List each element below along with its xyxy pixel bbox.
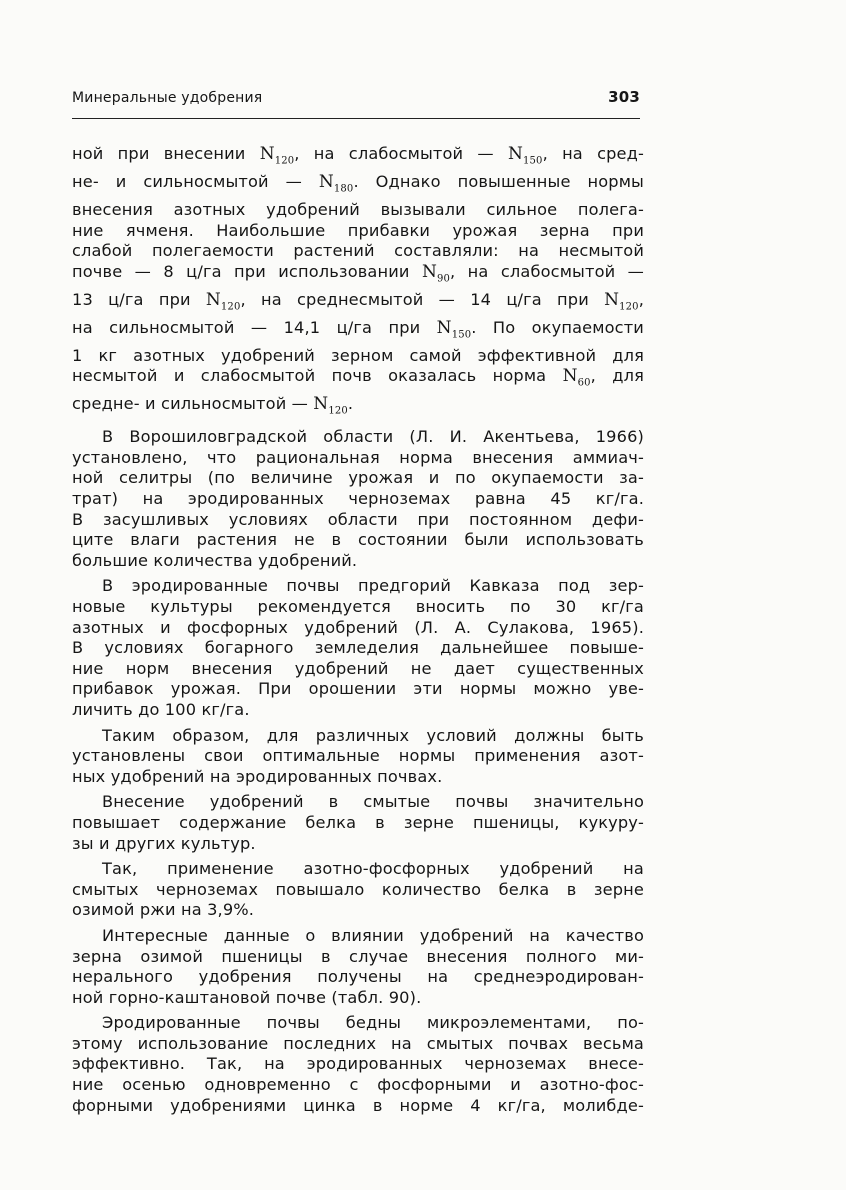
- paragraph: [72, 926, 644, 1008]
- text-line: ние норм внесения удобрений не дает существенных: [72, 658, 644, 678]
- text-line: на сильносмытой — 14,1 ц/га при $N_{150}$. По окупаемости: [72, 317, 644, 341]
- text-line: ние ячменя. Наибольшие прибавки урожая зерна при: [72, 220, 644, 240]
- text-line: не- и сильносмытой — $N_{180}$. Однако повышенные нормы: [72, 171, 644, 195]
- text-line: эффективно. Так, на эродированных черноземах внесе-: [72, 1054, 644, 1074]
- paragraph: [72, 859, 644, 921]
- text-line: ной при внесении $N_{120}$, на слабосмытой — $N_{150}$, на сред-: [72, 144, 644, 167]
- paragraph: [72, 1013, 644, 1116]
- paragraph: [72, 726, 644, 788]
- text-line: форными удобрениями цинка в норме 4 кг/га, молибде-: [72, 1095, 644, 1115]
- text-line: В засушливых условиях области при постоянном дефи-: [72, 509, 644, 529]
- text-line: Интересные данные о влиянии удобрений на качество: [102, 925, 644, 945]
- text-line: трат) на эродированных черноземах равна 45 кг/га.: [72, 489, 644, 509]
- text-line: почве — 8 ц/га при использовании $N_{90}$, на слабосмытой —: [72, 261, 644, 285]
- paragraph: [72, 427, 644, 571]
- text-line: прибавок урожая. При орошении эти нормы можно уве-: [72, 679, 644, 699]
- text-line: ние осенью одновременно с фосфорными и азотно-фос-: [72, 1075, 644, 1095]
- text-line: В условиях богарного земледелия дальнейшее повыше-: [72, 638, 644, 658]
- text-line: нерального удобрения получены на среднеэродирован-: [72, 967, 644, 987]
- paragraph: [72, 576, 644, 720]
- text-line: ците влаги растения не в состоянии были использовать: [72, 530, 644, 550]
- text-line: зерна озимой пшеницы в случае внесения полного ми-: [72, 946, 644, 966]
- text-line: ной горно-каштановой почве (табл. 90).: [72, 987, 422, 1007]
- header-rule: [72, 118, 640, 119]
- text-line: азотных и фосфорных удобрений (Л. А. Сулакова, 1965).: [72, 617, 644, 637]
- text-line: повышает содержание белка в зерне пшеницы, кукуру-: [72, 812, 644, 832]
- page-number: 303: [608, 88, 640, 106]
- text-line: В Ворошиловградской области (Л. И. Акентьева, 1966): [102, 427, 644, 447]
- text-line: установлены свои оптимальные нормы применения азот-: [72, 746, 644, 766]
- text-line: 13 ц/га при $N_{120}$, на среднесмытой — 14 ц/га при $N_{120}$,: [72, 289, 644, 313]
- text-line: смытых черноземах повышало количество белка в зерне: [72, 879, 644, 899]
- text-line: Эродированные почвы бедны микроэлементами, по-: [102, 1013, 644, 1033]
- text-line: средне- и сильносмытой — $N_{120}$.: [72, 394, 354, 417]
- paragraph: [72, 792, 644, 854]
- text-line: Так, применение азотно-фосфорных удобрений на: [102, 859, 644, 879]
- text-line: внесения азотных удобрений вызывали сильное полега-: [72, 199, 644, 219]
- text-line: большие количества удобрений.: [72, 550, 358, 570]
- text-line: новые культуры рекомендуется вносить по 30 кг/га: [72, 597, 644, 617]
- body-text: [72, 144, 644, 1116]
- text-line: этому использование последних на смытых почвах весьма: [72, 1033, 644, 1053]
- text-line: несмытой и слабосмытой почв оказалась норма $N_{60}$, для: [72, 366, 644, 389]
- text-line: личить до 100 кг/га.: [72, 699, 250, 719]
- paragraph: [72, 144, 644, 422]
- text-line: ных удобрений на эродированных почвах.: [72, 766, 443, 786]
- running-title: Минеральные удобрения: [72, 90, 263, 106]
- text-line: Таким образом, для различных условий должны быть: [102, 725, 644, 745]
- text-line: озимой ржи на 3,9%.: [72, 900, 255, 920]
- text-line: В эродированные почвы предгорий Кавказа под зер-: [102, 576, 644, 596]
- running-header: [72, 88, 640, 106]
- text-line: Внесение удобрений в смытые почвы значительно: [102, 792, 644, 812]
- text-line: зы и других культур.: [72, 833, 256, 853]
- text-line: установлено, что рациональная норма внесения аммиач-: [72, 447, 644, 467]
- text-line: ной селитры (по величине урожая и по окупаемости за-: [72, 468, 644, 488]
- text-line: 1 кг азотных удобрений зерном самой эффективной для: [72, 345, 644, 365]
- text-line: слабой полегаемости растений составляли: на несмытой: [72, 241, 644, 261]
